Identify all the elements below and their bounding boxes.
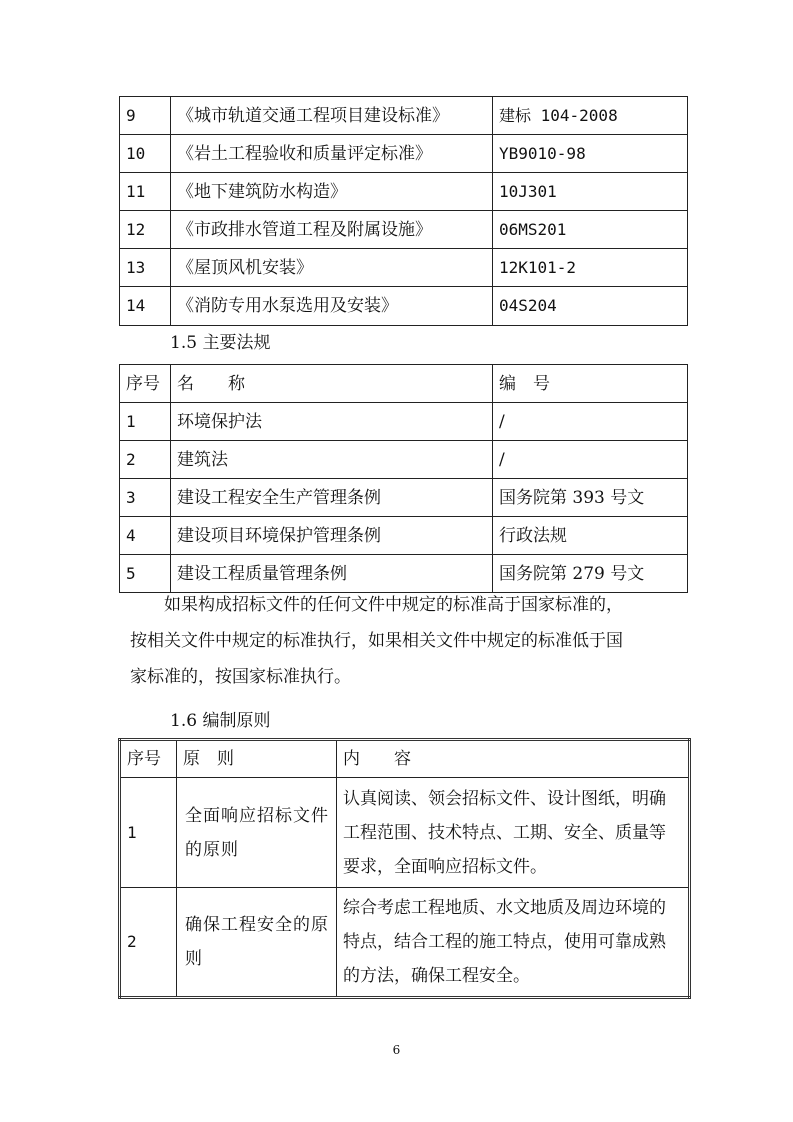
standard-code: 10J301 [493, 173, 688, 211]
regulations-table [119, 364, 688, 593]
table-row [120, 778, 690, 888]
regulation-name: 建设项目环境保护管理条例 [171, 517, 493, 555]
row-number: 2 [120, 441, 171, 479]
table-row [120, 211, 688, 249]
standard-name: 《消防专用水泵选用及安装》 [171, 287, 493, 326]
row-number: 10 [120, 135, 171, 173]
row-number: 1 [120, 403, 171, 441]
standard-code: 04S204 [493, 287, 688, 326]
row-number: 11 [120, 173, 171, 211]
standard-code: 12K101-2 [493, 249, 688, 287]
standard-name: 《岩土工程验收和质量评定标准》 [171, 135, 493, 173]
table-header-row [120, 365, 688, 403]
regulation-code: 行政法规 [493, 517, 688, 555]
regulation-name: 建设工程质量管理条例 [171, 555, 493, 593]
section-heading-principles: 1.6 编制原则 [170, 711, 271, 731]
row-number: 13 [120, 249, 171, 287]
table-header-row [120, 740, 690, 778]
standards-table [119, 96, 688, 326]
row-number: 9 [120, 97, 171, 135]
row-number: 4 [120, 517, 171, 555]
table-row [120, 135, 688, 173]
regulation-name: 建筑法 [171, 441, 493, 479]
row-number: 3 [120, 479, 171, 517]
standard-name: 《屋顶风机安装》 [171, 249, 493, 287]
header-number: 序号 [120, 740, 177, 778]
row-number: 5 [120, 555, 171, 593]
row-number: 2 [120, 888, 177, 998]
principle-name: 确保工程安全的原则 [177, 888, 337, 998]
table-row [120, 517, 688, 555]
paragraph-line: 如果构成招标文件的任何文件中规定的标准高于国家标准的， [130, 595, 623, 615]
table-row [120, 97, 688, 135]
header-principle: 原 则 [177, 740, 337, 778]
regulation-code: / [493, 441, 688, 479]
regulation-name: 建设工程安全生产管理条例 [171, 479, 493, 517]
header-name: 名 称 [171, 365, 493, 403]
paragraph-line: 家标准的，按国家标准执行。 [130, 667, 351, 687]
row-number: 14 [120, 287, 171, 326]
principle-content: 认真阅读、领会招标文件、设计图纸，明确工程范围、技术特点、工期、安全、质量等要求，全面响应招标文件。 [337, 778, 690, 888]
table-row [120, 441, 688, 479]
body-paragraph [130, 587, 690, 695]
regulation-name: 环境保护法 [171, 403, 493, 441]
table-row [120, 249, 688, 287]
table-row [120, 173, 688, 211]
page-number: 6 [392, 1043, 401, 1057]
principle-content: 综合考虑工程地质、水文地质及周边环境的特点，结合工程的施工特点，使用可靠成熟的方法，确保工程安全。 [337, 888, 690, 998]
standard-code: 06MS201 [493, 211, 688, 249]
table-row [120, 403, 688, 441]
header-content: 内 容 [337, 740, 690, 778]
table-row [120, 287, 688, 326]
standard-code: 建标 104-2008 [493, 97, 688, 135]
paragraph-line: 按相关文件中规定的标准执行，如果相关文件中规定的标准低于国 [130, 631, 623, 651]
header-code: 编 号 [493, 365, 688, 403]
regulation-code: / [493, 403, 688, 441]
row-number: 1 [120, 778, 177, 888]
table-row [120, 888, 690, 998]
table-row [120, 479, 688, 517]
principle-name: 全面响应招标文件的原则 [177, 778, 337, 888]
regulation-code: 国务院第 279 号文 [493, 555, 688, 593]
regulation-code: 国务院第 393 号文 [493, 479, 688, 517]
principles-table [118, 738, 691, 999]
row-number: 12 [120, 211, 171, 249]
standard-code: YB9010-98 [493, 135, 688, 173]
section-heading-regulations: 1.5 主要法规 [170, 333, 271, 353]
standard-name: 《地下建筑防水构造》 [171, 173, 493, 211]
standard-name: 《城市轨道交通工程项目建设标准》 [171, 97, 493, 135]
standard-name: 《市政排水管道工程及附属设施》 [171, 211, 493, 249]
header-number: 序号 [120, 365, 171, 403]
